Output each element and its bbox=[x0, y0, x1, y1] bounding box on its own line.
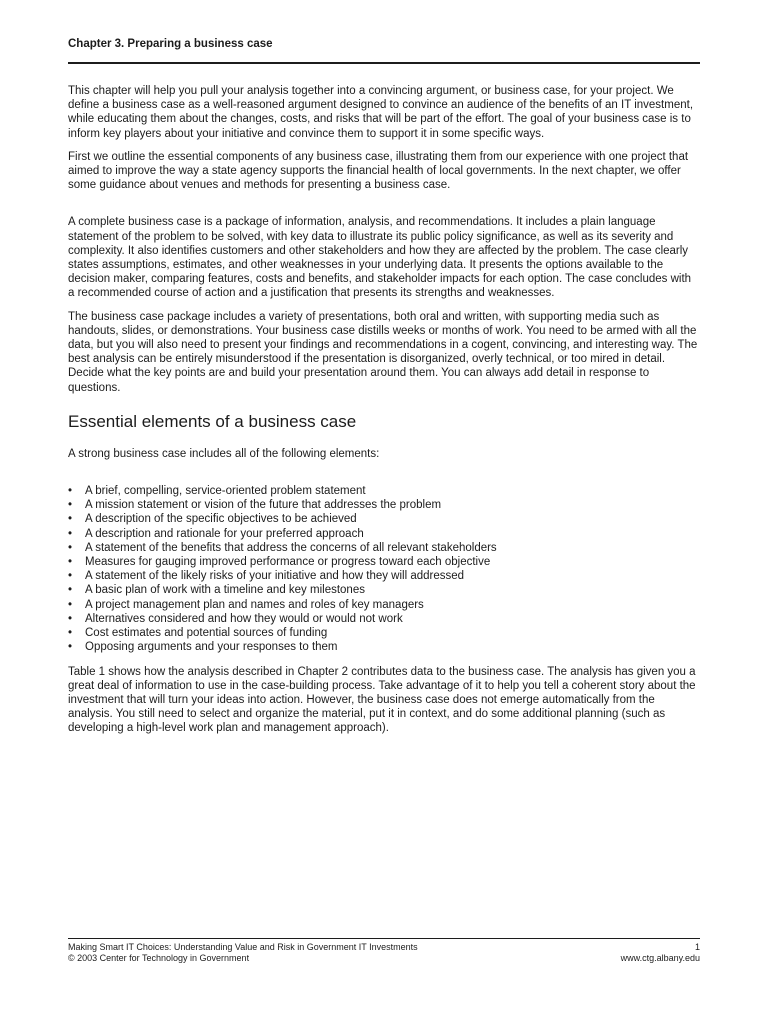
package-paragraph: The business case package includes a variety of presentations, both oral and written, with supporting media such as handouts, slides, or demonstrations. Your business case distills weeks or months of work. You need to be armed with all the data, but you will also need to present your findings and recommendations in a cogent, convincing, and interesting way. The best analysis can be entirely misunderstood if the presentation is disorganized, overly technical, or too mired in detail. Decide what the key points are and build your presentation around them. You can always add detail in response to questions. bbox=[68, 310, 698, 394]
list-item-text: Cost estimates and potential sources of funding bbox=[85, 627, 328, 640]
list-item-text: A basic plan of work with a timeline and key milestones bbox=[85, 584, 365, 597]
list-item bbox=[68, 569, 700, 583]
footer-copyright: © 2003 Center for Technology in Government bbox=[68, 953, 250, 963]
footer-divider bbox=[68, 938, 700, 939]
list-item-text: A statement of the benefits that address the concerns of all relevant stakeholders bbox=[85, 541, 497, 554]
header-divider bbox=[68, 62, 700, 64]
main-content bbox=[68, 84, 700, 736]
page-footer bbox=[68, 942, 700, 964]
list-item-text: A description and rationale for your preferred approach bbox=[85, 527, 364, 540]
list-item-text: A project management plan and names and roles of key managers bbox=[85, 598, 424, 611]
bullet-icon: • bbox=[68, 598, 73, 611]
section-heading: Essential elements of a business case bbox=[68, 411, 357, 431]
complete-case-paragraph: A complete business case is a package of information, analysis, and recommendations. It includes a plain language statement of the problem to be solved, with key data to illustrate its public policy significance, as well as its severity and complexity. It also identifies customers and other stakeholders and how they are affected by the problem. The case clearly states assumptions, estimates, and other weaknesses in your underlying data. It presents the options available to the decision maker, comparing features, costs and benefits, and stakeholder impacts for each option. The case concludes with a recommended course of action and a justification that presents its strengths and weaknesses. bbox=[68, 216, 692, 300]
bullet-icon: • bbox=[68, 485, 73, 498]
list-item-text: Opposing arguments and your responses to them bbox=[85, 641, 338, 654]
bullet-icon: • bbox=[68, 527, 73, 540]
list-item bbox=[68, 598, 700, 612]
bullet-icon: • bbox=[68, 499, 73, 512]
list-item-text: A mission statement or vision of the future that addresses the problem bbox=[85, 499, 442, 512]
section-intro: A strong business case includes all of the following elements: bbox=[68, 447, 380, 460]
list-item bbox=[68, 527, 700, 541]
bullet-icon: • bbox=[68, 612, 73, 625]
page-number: 1 bbox=[694, 942, 700, 952]
bullet-icon: • bbox=[68, 627, 73, 640]
bullet-icon: • bbox=[68, 641, 73, 654]
chapter-title: Chapter 3. Preparing a business case bbox=[68, 38, 273, 50]
bullet-icon: • bbox=[68, 584, 73, 597]
footer-publication: Making Smart IT Choices: Understanding Value and Risk in Government IT Investments bbox=[68, 942, 418, 952]
bullet-icon: • bbox=[68, 570, 73, 583]
list-item bbox=[68, 484, 700, 498]
list-item-text: A statement of the likely risks of your initiative and how they will addressed bbox=[85, 570, 465, 583]
footer-website: www.ctg.albany.edu bbox=[620, 953, 700, 963]
list-item-text: A brief, compelling, service-oriented problem statement bbox=[85, 485, 366, 498]
list-item bbox=[68, 512, 700, 526]
outline-paragraph: First we outline the essential components of any business case, illustrating them from our experience with one project that aimed to improve the way a state agency supports the financial health of local governments. In the next chapter, we offer some guidance about venues and methods for presenting a business case. bbox=[68, 150, 689, 192]
list-item-text: Alternatives considered and how they would or would not work bbox=[85, 612, 403, 625]
list-item bbox=[68, 498, 700, 512]
list-item-text: A description of the specific objectives to be achieved bbox=[85, 513, 357, 526]
bullet-icon: • bbox=[68, 513, 73, 526]
closing-paragraph: Table 1 shows how the analysis described in Chapter 2 contributes data to the business case. The analysis has given you a great deal of information to use in the case-building process. Take advantage of it to help you tell a coherent story about the investment that will turn your ideas into action. However, the business case does not emerge automatically from the analysis. You still need to select and organize the material, put it in context, and do some additional planning (such as developing a high-level work plan and management approach). bbox=[68, 665, 696, 735]
list-item bbox=[68, 583, 700, 597]
bullet-icon: • bbox=[68, 556, 73, 569]
list-item bbox=[68, 555, 700, 569]
list-item bbox=[68, 640, 700, 654]
list-item bbox=[68, 541, 700, 555]
intro-paragraph: This chapter will help you pull your analysis together into a convincing argument, or business case, for your project. We define a business case as a well-reasoned argument designed to convince an audience of the benefits of an IT investment, while educating them about the changes, costs, and risks that will be part of the effort. The goal of your business case is to inform key players about your initiative and convince them to support it in some specific ways. bbox=[68, 85, 694, 140]
list-item-text: Measures for gauging improved performance or progress toward each objective bbox=[85, 556, 491, 569]
elements-list bbox=[68, 484, 700, 654]
list-item bbox=[68, 612, 700, 626]
list-item bbox=[68, 626, 700, 640]
bullet-icon: • bbox=[68, 541, 73, 554]
